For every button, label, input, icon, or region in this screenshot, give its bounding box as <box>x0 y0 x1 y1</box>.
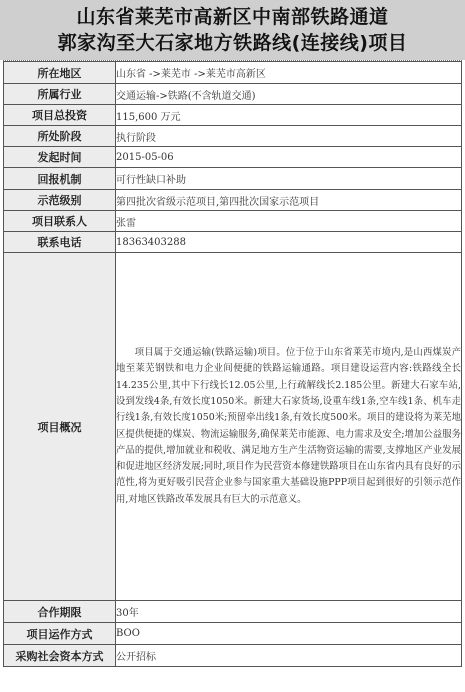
launch-date-value: 2015-05-06 <box>116 147 462 168</box>
industry-label: 所属行业 <box>4 84 116 105</box>
title-line-1: 山东省莱芜市高新区中南部铁路通道 <box>76 6 389 28</box>
overview-cell <box>116 253 462 601</box>
title-line-2: 郭家沟至大石家地方铁路线(连接线)项目 <box>57 32 408 54</box>
row-return-mechanism <box>4 168 462 190</box>
row-procurement-method <box>4 645 462 667</box>
procurement-method-label: 采购社会资本方式 <box>4 645 116 667</box>
row-contact-person <box>4 211 462 232</box>
launch-date-label: 发起时间 <box>4 147 116 168</box>
contact-phone-label: 联系电话 <box>4 232 116 253</box>
row-stage <box>4 126 462 147</box>
row-industry <box>4 84 462 105</box>
row-launch-date <box>4 147 462 168</box>
contact-person-value: 张雷 <box>116 211 462 232</box>
region-label: 所在地区 <box>4 62 116 84</box>
total-investment-value: 115,600 万元 <box>116 105 462 126</box>
overview-label: 项目概况 <box>4 253 116 601</box>
return-mechanism-label: 回报机制 <box>4 168 116 190</box>
demo-level-label: 示范级别 <box>4 190 116 211</box>
contact-phone-value: 18363403288 <box>116 232 462 253</box>
industry-value: 交通运输->铁路(不含轨道交通) <box>116 84 462 105</box>
contact-person-label: 项目联系人 <box>4 211 116 232</box>
cooperation-period-label: 合作期限 <box>4 601 116 623</box>
row-cooperation-period <box>4 601 462 623</box>
page-title <box>0 0 465 60</box>
project-info-table <box>3 61 462 667</box>
demo-level-value: 第四批次省级示范项目,第四批次国家示范项目 <box>116 190 462 211</box>
row-overview <box>4 253 462 601</box>
stage-label: 所处阶段 <box>4 126 116 147</box>
return-mechanism-value: 可行性缺口补助 <box>116 168 462 190</box>
row-region <box>4 62 462 84</box>
procurement-method-value: 公开招标 <box>116 645 462 667</box>
row-total-investment <box>4 105 462 126</box>
operation-mode-label: 项目运作方式 <box>4 623 116 645</box>
stage-value: 执行阶段 <box>116 126 462 147</box>
cooperation-period-value: 30年 <box>116 601 462 623</box>
row-contact-phone <box>4 232 462 253</box>
region-value: 山东省 ->莱芜市 ->莱芜市高新区 <box>116 62 462 84</box>
total-investment-label: 项目总投资 <box>4 105 116 126</box>
overview-text: 项目属于交通运输(铁路运输)项目。位于位于山东省莱芜市境内,是山西煤炭产地至莱芜钢铁和电力企业间便捷的铁路运输通路。项目建设运营内容:铁路线全长14.235公里,其中下行线长12.05公里,上行疏解线长2.185公里。新建大石家车站,设到发线4条,有效长度1050米。新建大石家货场,设重车线1条,空车线1条、机车走行线1条,有效长度1050米;预留牵出线1条,有效长度500米。项目的建设将为莱芜地区提供便捷的煤炭、物流运输服务,确保莱芜市能源、电力需求及安全;增加公益服务产品的提供,增加就业和税收、满足地方生产生活物资运输的需要,支撑地区产业发展和促进地区经济发展;同时,项目作为民营资本修建铁路项目在山东省内具有良好的示范性,将为更好吸引民营企业参与国家重大基础设施PPP项目起到很好的引领示范作用,对地区铁路改革发展具有巨大的示范意义。 <box>116 347 461 505</box>
operation-mode-value: BOO <box>116 623 462 645</box>
row-operation-mode <box>4 623 462 645</box>
row-demo-level <box>4 190 462 211</box>
